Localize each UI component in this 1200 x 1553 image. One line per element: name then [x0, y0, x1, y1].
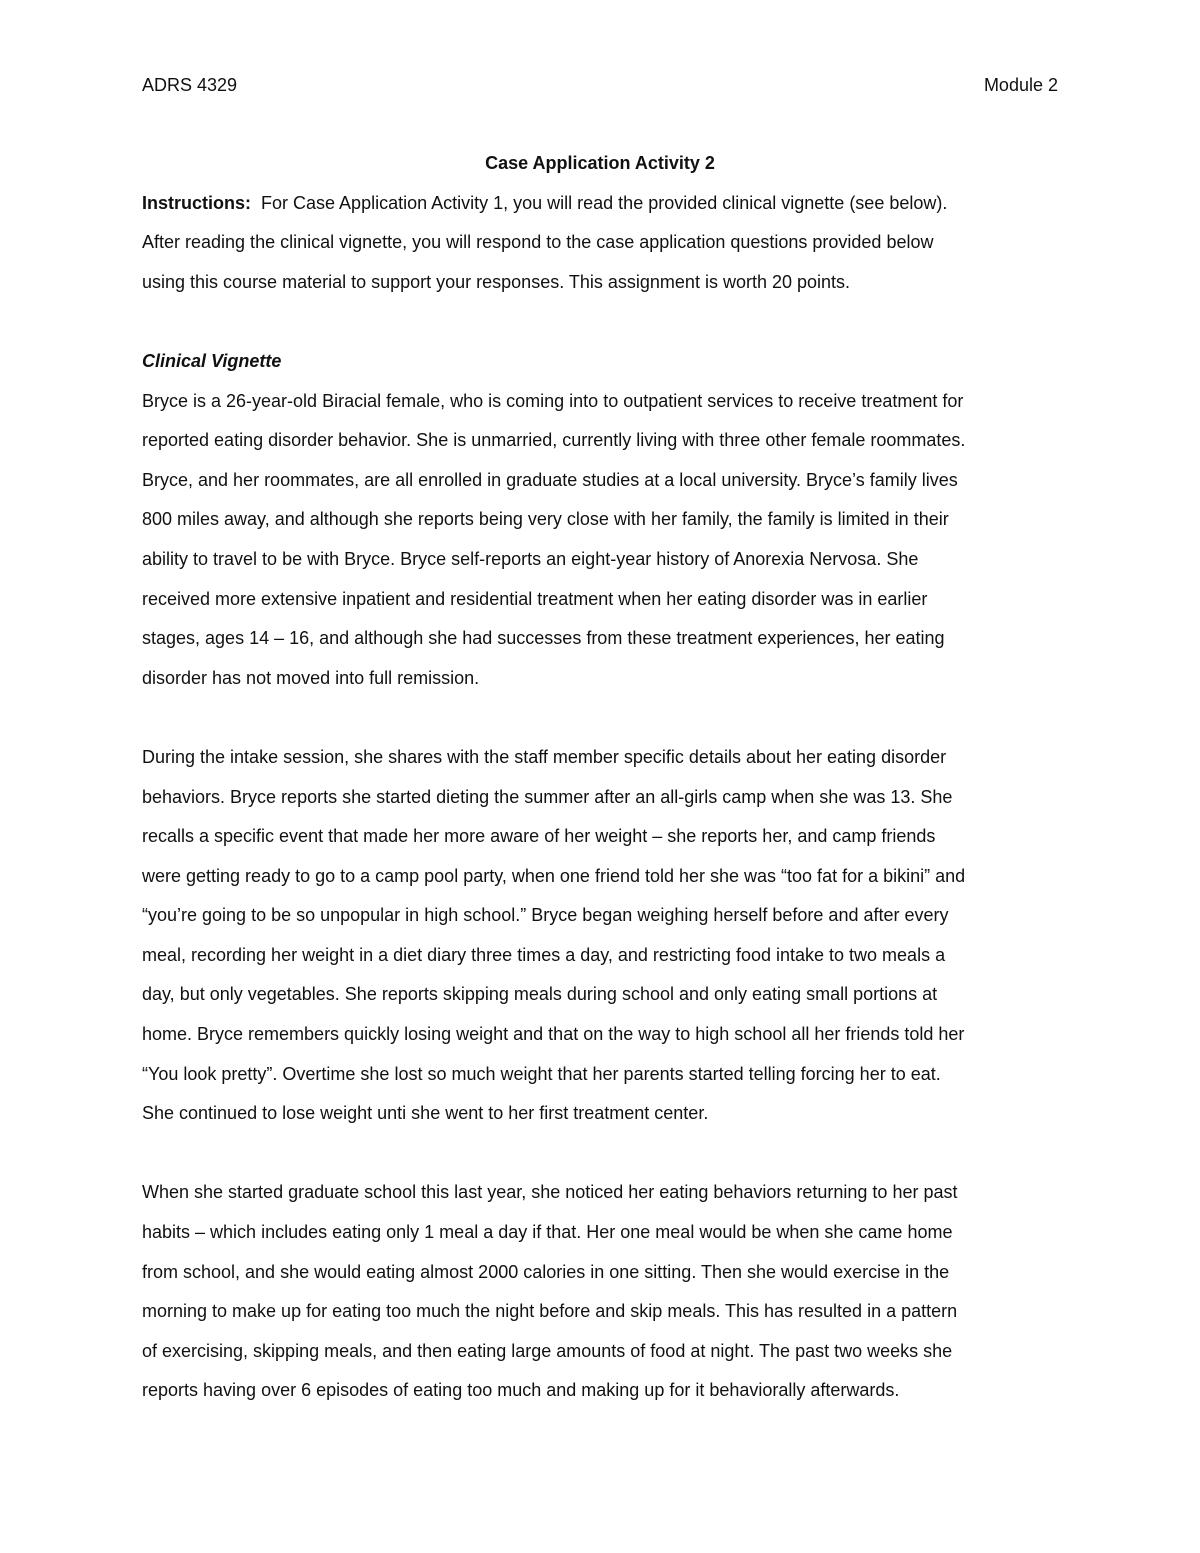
document-body: [142, 144, 1058, 1411]
vignette-heading: Clinical Vignette: [142, 350, 282, 371]
header-course-code: ADRS 4329: [142, 75, 238, 95]
spacer: [142, 302, 1058, 342]
paragraph-1-line: Bryce, and her roommates, are all enrolled in graduate studies at a local university. Bryce’s family lives: [142, 469, 958, 490]
paragraph-2-line: were getting ready to go to a camp pool party, when one friend told her she was “too fat for a bikini” and: [142, 865, 966, 886]
paragraph-2-line: recalls a specific event that made her more aware of her weight – she reports her, and camp friends: [142, 826, 936, 847]
paragraph-1-line: received more extensive inpatient and residential treatment when her eating disorder was in earlier: [142, 588, 928, 609]
paragraph-3-line: habits – which includes eating only 1 meal a day if that. Her one meal would be when she came home: [142, 1222, 953, 1243]
instructions-text: For Case Application Activity 1, you will read the provided clinical vignette (see below).: [251, 192, 948, 213]
paragraph-2-line: “you’re going to be so unpopular in high school.” Bryce began weighing herself before and after every: [142, 905, 949, 926]
instructions-line: After reading the clinical vignette, you will respond to the case application questions provided below: [142, 232, 934, 253]
paragraph-2-line: meal, recording her weight in a diet diary three times a day, and restricting food intake to two meals a: [142, 944, 946, 965]
spacer: [142, 1134, 1058, 1174]
paragraph-2-line: “You look pretty”. Overtime she lost so much weight that her parents started telling forcing her to eat.: [142, 1063, 941, 1084]
instructions-line: using this course material to support your responses. This assignment is worth 20 points.: [142, 271, 851, 292]
paragraph-3-line: morning to make up for eating too much the night before and skip meals. This has resulted in a pattern: [142, 1301, 958, 1322]
paragraph-2-line: home. Bryce remembers quickly losing weight and that on the way to high school all her friends told her: [142, 1024, 965, 1045]
paragraph-1-line: stages, ages 14 – 16, and although she had successes from these treatment experiences, her eating: [142, 628, 945, 649]
paragraph-3-line: reports having over 6 episodes of eating too much and making up for it behaviorally afterwards.: [142, 1380, 900, 1401]
document-title: Case Application Activity 2: [485, 153, 715, 173]
paragraph-1-line: reported eating disorder behavior. She is unmarried, currently living with three other female roommates.: [142, 430, 966, 451]
paragraph-1-line: ability to travel to be with Bryce. Bryce self-reports an eight-year history of Anorexia Nervosa. She: [142, 548, 919, 569]
paragraph-2-line: She continued to lose weight unti she went to her first treatment center.: [142, 1103, 709, 1124]
instructions-label: Instructions:: [142, 192, 252, 213]
paragraph-2-line: day, but only vegetables. She reports skipping meals during school and only eating small portions at: [142, 984, 938, 1005]
paragraph-2-line: During the intake session, she shares with the staff member specific details about her eating disorder: [142, 746, 947, 767]
paragraph-3-line: from school, and she would eating almost 2000 calories in one sitting. Then she would exercise in the: [142, 1261, 950, 1282]
paragraph-3-line: of exercising, skipping meals, and then eating large amounts of food at night. The past two weeks she: [142, 1340, 953, 1361]
paragraph-1-line: Bryce is a 26-year-old Biracial female, who is coming into to outpatient services to receive treatment for: [142, 390, 964, 411]
header-module: Module 2: [983, 75, 1058, 95]
paragraph-2-line: behaviors. Bryce reports she started dieting the summer after an all-girls camp when she was 13. She: [142, 786, 953, 807]
paragraph-1-line: 800 miles away, and although she reports being very close with her family, the family is limited in their: [142, 509, 949, 530]
paragraph-3-line: When she started graduate school this last year, she noticed her eating behaviors returning to her past: [142, 1182, 958, 1203]
instructions-line: [142, 184, 1058, 224]
paragraph-1-line: disorder has not moved into full remission.: [142, 667, 480, 688]
spacer: [142, 698, 1058, 738]
